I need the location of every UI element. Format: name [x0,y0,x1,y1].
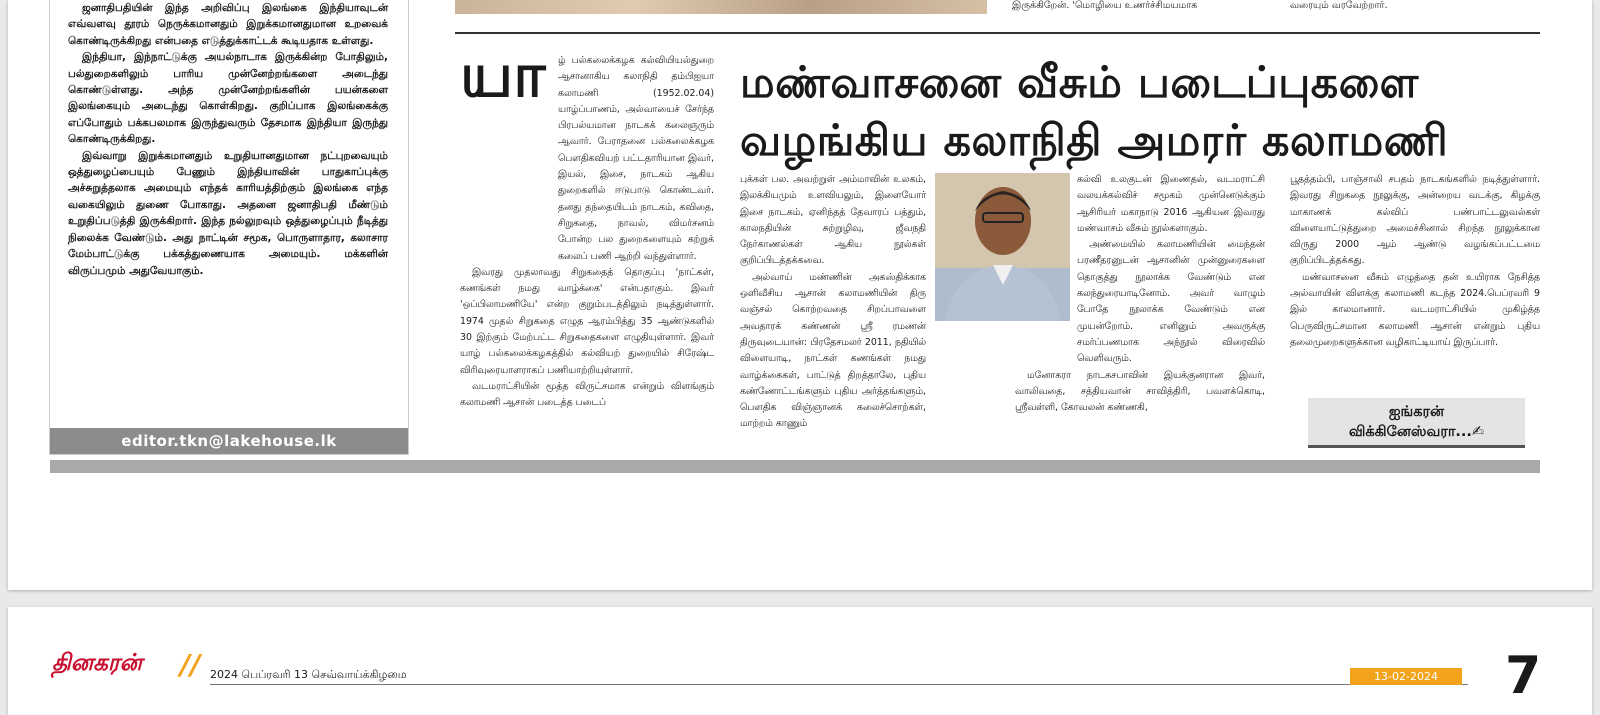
article-paragraph: வடமராட்சியின் மூத்த விருட்சமாக என்றும் விளங்கும் கலாமணி ஆசான் படைத்த படைப் [460,380,714,409]
top-photo-strip [455,0,987,14]
top-text-a: இருக்கிறேன். 'மொழியை உணர்ச்சிமயமாக [1012,0,1198,11]
article-paragraph: மண்வாசனை வீசும் எழுத்தை தன் உயிராக நேசித்த அல்வாயின் விளக்கு கலாமணி கடந்த 2024.பெப்ரவரி 9 இல் காலமானார். வடமராட்சியில் முகிழ்த்த பெருவிருட்சமான கலாமணி ஆசான் என்றும் புதிய தலைமுறைகளுக்கான வழிகாட்டியாய் இருப்பார். [1290,271,1540,348]
headline-line: வழங்கிய கலாநிதி அமரர் கலாமணி [740,116,1449,166]
article-column-1 [460,53,714,412]
top-text-b: வரையும் வரவேற்றார். [1290,0,1388,11]
page-bottom-bar [50,460,1540,473]
article-paragraph: இவரது முதலாவது சிறுகதைத் தொகுப்பு 'நாட்கள், கணங்கள் நமது வாழ்க்கை' என்பதாகும். இவர் 'ஒப்பிலாமணியே' என்ற குறும்படத்திலும் நடித்துள்ளார். 1974 முதல் சிறுகதை எழுத ஆரம்பித்து 35 ஆண்டுகளில் 30 இற்கும் மேற்பட்ட சிறுகதைகளை எழுதியுள்ளார். இவர் யாழ் பல்கலைக்கழகத்தில் கல்வியற் துறையில் சிரேஷ்ட விரிவுரையாளராகப் பணியாற்றியுள்ளார். [460,266,714,376]
next-page [8,607,1592,715]
drop-cap: யா [460,38,543,111]
article-column-3 [1015,172,1265,416]
article-paragraph: அல்வாய் மண்ணின் அகஸ்திக்காக ஒளிவீசிய ஆசான் கலாமணியின் திரு வஞ்சல் கொற்றவதை சிறப்பாவளை அவதாரக் கண்ணன் ஸ்ரீ ரமணன் திருவுடையான்: பிரதேசமலர் 2011, நதியில் விளையாடி, நாட்கள் கணங்கள் நமது வாழ்க்கைகள், பாட்டுத் திறத்தாலே, புதிய கண்ணோட்டங்களும் புதிய அர்த்தங்களும், பௌதிக விஞ்ஞானக் கலைச்சொற்கள், மாற்றம் காணும் [740,271,926,430]
article-paragraph: மனோகரா நாடகசபாவின் இயக்குனரான இவர், வாலிவதை, சத்தியவான் சாவித்திரி, பவளக்கொடி, ஸ்ரீவள்ளி, கோவலன் கண்ணகி, [1015,369,1265,414]
logo-slash-icon: // [180,648,201,681]
editorial-email: editor.tkn@lakehouse.lk [50,428,408,454]
article-paragraph: அண்மையில் கலாமணியின் மைந்தன் பரணீதரனுடன் ஆசானின் முன்னுரைகளை தொகுத்து நூலாக்க வேண்டும் என கலந்துரையாடினோம். அவர் வாழும் போதே நூலாக்க வேண்டும் என முயன்றோம். எனினும் அவருக்கு சமர்ப்பணமாக அந்நூல் விரைவில் வெளிவரும். [1077,239,1265,365]
footer-date-badge: 13-02-2024 [1350,668,1462,685]
author-byline [1308,398,1525,448]
editorial-paragraph: இவ்வாறு இறுக்கமானதும் உறுதியானதுமான நட்புறவையும் ஒத்துழைப்பையும் பேணும் இந்தியாவின் பாதுகாப்புக்கு அச்சுறுத்தலாக அமையும் எந்தக் காரியத்திற்கும் இலங்கை எந்த வகையிலும் துணை போகாது. அதனை ஜனாதிபதி மீண்டும் உறுதிப்படுத்தி இருக்கிறார். இந்த நல்லுறவும் ஒத்துழைப்பும் நீடித்து நிலைக்க வேண்டும். அது நாட்டின் சமூக, பொருளாதார, கலாசார மேம்பாட்டுக்கு பக்கத்துணையாக அமையும். மக்களின் விருப்பமும் அதுவேயாகும். [68,149,388,277]
editorial-column [50,0,408,454]
editorial-text [68,0,388,279]
editorial-paragraph: ஜனாதிபதியின் இந்த அறிவிப்பு இலங்கை இந்தியாவுடன் எவ்வளவு தூரம் நெருக்கமானதும் இறுக்கமானதுமான உறவைக் கொண்டிருக்கிறது என்பதை எடுத்துக்காட்டக் கூடியதாக உள்ளது. [68,2,388,47]
page-number: 7 [1505,646,1542,706]
article-paragraph: பூதத்தம்பி, பாஞ்சாலி சபதம் நாடகங்களில் நடித்துள்ளார். இவரது சிறுகதை நூலுக்கு, அன்றைய வடக்கு, கிழக்கு மாகாணக் கல்விப் பண்பாட்டலுவல்கள் விளையாட்டுத்துறை அமைச்சினால் சிறந்த நூலுக்கான விருது 2000 ஆம் ஆண்டு வழங்கப்பட்டமை குறிப்பிடத்தக்கது. [1290,174,1540,267]
footer-rule [210,684,1468,685]
article-paragraph: புக்கள் பல. அவற்றுள் அம்மாவின் உலகம், இலக்கியமும் உளவியலும், இளையோர் இசை நாடகம், ஏனிந்தத் தேவாரப் பத்தும், காலநதியின் சுற்றுழிவு, ஜீவநதி நேர்காணல்கள் ஆகிய நூல்கள் குறிப்பிடத்தக்கவை. [740,174,926,267]
article-headline [740,54,1540,170]
editorial-paragraph: இந்தியா, இந்நாட்டுக்கு அயல்நாடாக இருக்கின்ற போதிலும், பல்துறைகளிலும் பாரிய முன்னேற்றங்களை அடைந்து கொண்டுள்ளது. அந்த முன்னேற்றங்களின் பயன்களை இலங்கையும் அடைந்து கொள்கிறது. குறிப்பாக இலங்கைக்கு எப்போதும் பக்கபலமாக இருந்துவரும் தேசமாக இந்தியா இருந்து கொண்டிருக்கிறது. [68,51,388,146]
newspaper-logo: தினகரன் [52,650,143,676]
article-column-2 [740,172,926,433]
footer-date: 2024 பெப்ரவரி 13 செவ்வாய்க்கிழமை [210,668,407,681]
article-column-4 [1290,172,1540,351]
byline-surname: விக்கினேஸ்வரா...✍ [1348,424,1485,440]
article-paragraph: ழ் பல்கலைக்கழக கல்வியியல்துறை ஆசானாகிய கலாநிதி தம்பிஐயா கலாமணி (1952.02.04) யாழ்ப்பாணம், அல்வாயைச் சேர்ந்த பிரபல்யமான நாடகக் கலைஞரும் ஆவார். பேராதனை பல்கலைக்கழக பௌதிகவியற் பட்டதாரியான இவர், இயல், இசை, நாடகம் ஆகிய துறைகளில் ஈடுபாடு கொண்டவர். தனது தந்தையிடம் நாடகம், கவிதை, சிறுகதை, நாவல், விமர்சனம் போன்ற பல துறைகளையும் கற்றுக் கலைப் பணி ஆற்றி வந்துள்ளார். [558,55,714,262]
article-paragraph: கல்வி உலகுடன் இணைதல், வடமராட்சி வலயக்கல்விச் சமூகம் முன்னெடுக்கும் ஆசிரியர் மகாநாடு 2016 ஆகியன இவரது மண்வாசம் வீசும் நூல்களாகும். [1077,174,1265,234]
byline-name: ஐங்கரன் [1388,404,1445,420]
section-rule [455,32,1540,34]
headline-line: மண்வாசனை வீசும் படைப்புகளை [740,58,1419,108]
